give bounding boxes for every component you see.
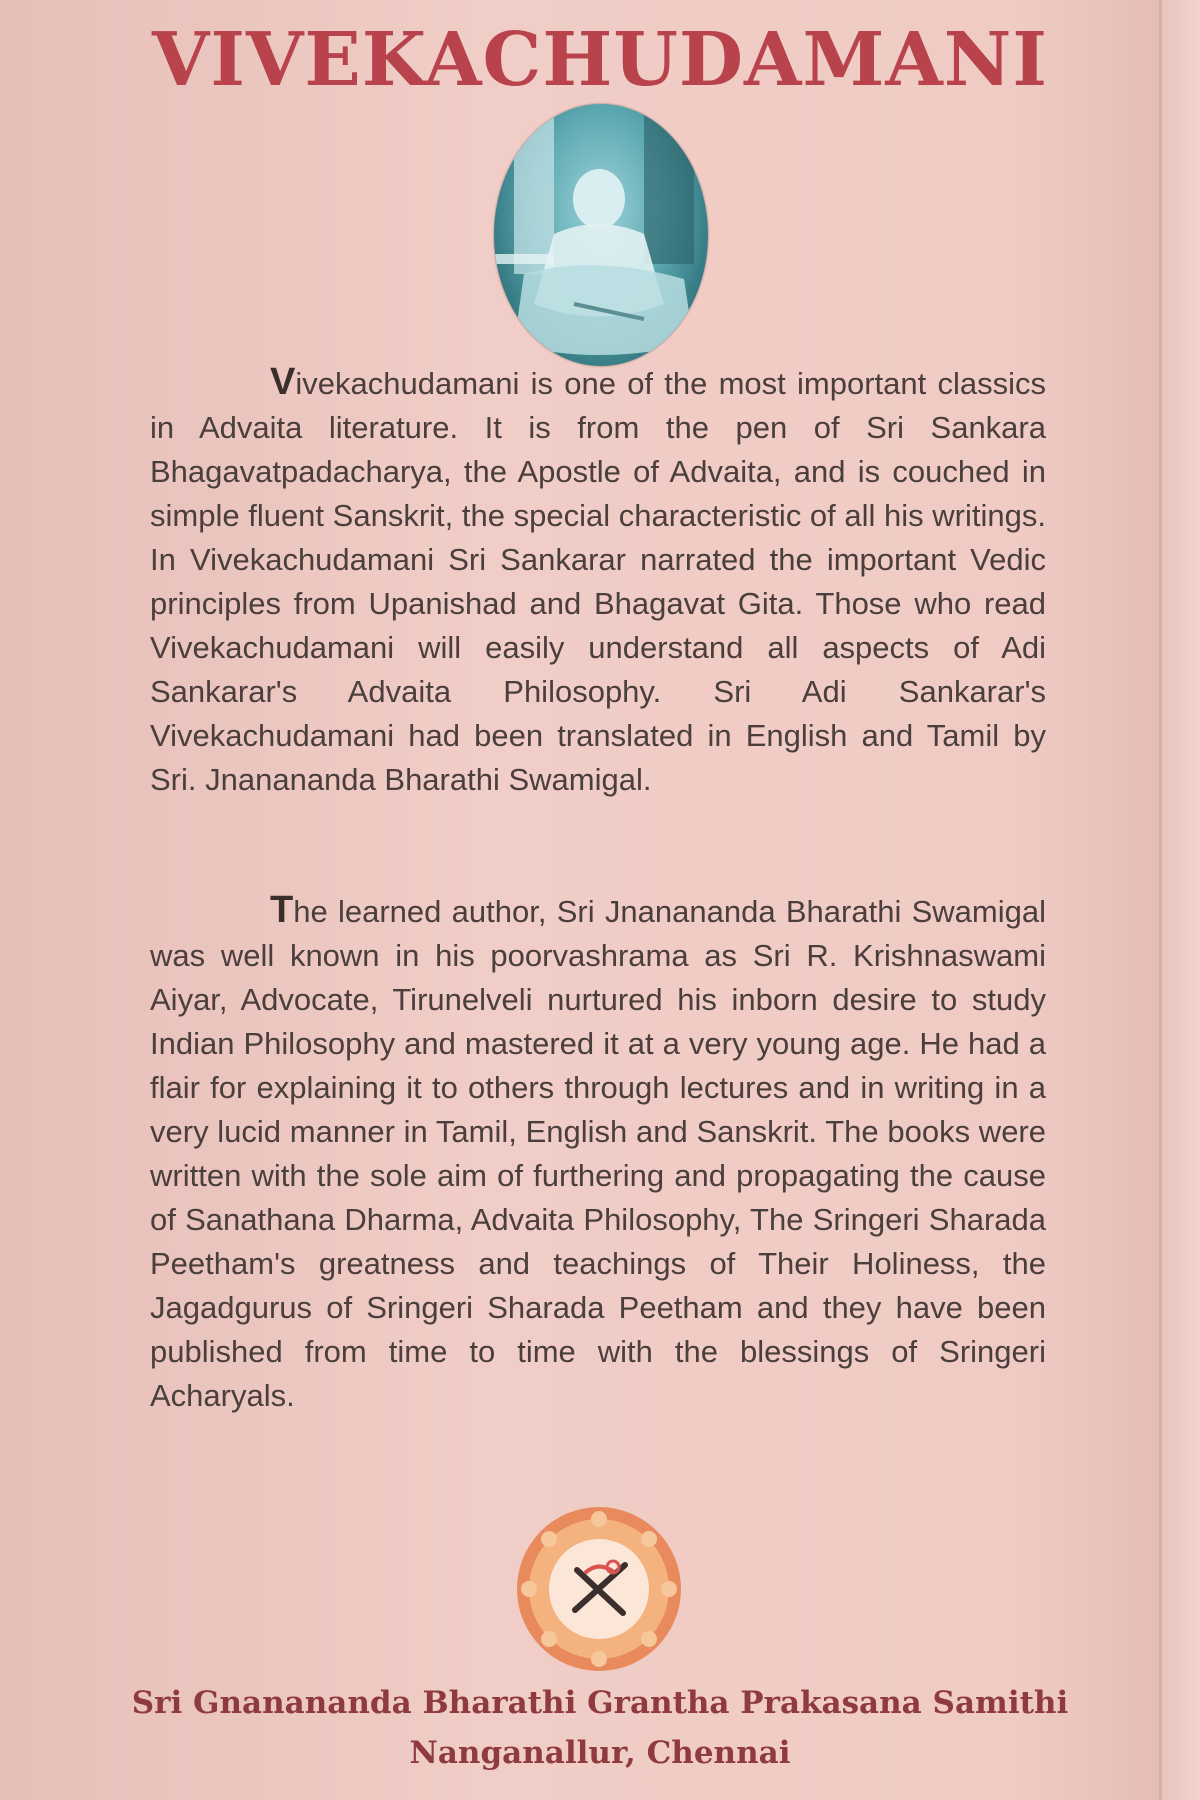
- publisher-place: Nanganallur, Chennai: [409, 1735, 791, 1771]
- book-title: VIVEKACHUDAMANI: [151, 17, 1049, 103]
- spine-edge: [1159, 0, 1162, 1800]
- spine-strip: [1162, 0, 1200, 1800]
- dropcap: T: [270, 889, 294, 931]
- dropcap: V: [270, 361, 296, 403]
- paragraph-text: he learned author, Sri Jnanananda Bharathi Swamigal was well known in his poorvashrama as Sri R. Krishnaswami Aiyar, Advocate, Tirunelveli nurtured his inborn desire to study Indian Philosophy and mastered it at a very young age. He had a flair for explaining it to others through lectures and in writing in a very lucid manner in Tamil, English and Sanskrit. The books were written with the sole aim of furthering and propagating the cause of Sanathana Dharma, Advaita Philosophy, The Sringeri Sharada Peetham's greatness and teachings of Their Holiness, the Jagadgurus of Sringeri Sharada Peetham and they have been published from time to time with the blessings of Sringeri Acharyals.: [150, 894, 1046, 1413]
- paragraph-author: [150, 888, 1046, 1418]
- publisher-name: Sri Gnanananda Bharathi Grantha Prakasana Samithi: [131, 1685, 1069, 1721]
- publisher-emblem-icon: [515, 1505, 683, 1673]
- paragraph-text: ivekachudamani is one of the most important classics in Advaita literature. It is from the pen of Sri Sankara Bhagavatpadacharya, the Apostle of Advaita, and is couched in simple fluent Sanskrit, the special characteristic of all his writings. In Vivekachudamani Sri Sankarar narrated the important Vedic principles from Upanishad and Bhagavat Gita. Those who read Vivekachudamani will easily understand all aspects of Adi Sankarar's Advaita Philosophy. Sri Adi Sankarar's Vivekachudamani had been translated in English and Tamil by Sri. Jnanananda Bharathi Swamigal.: [150, 366, 1046, 797]
- swami-portrait-icon: [494, 104, 708, 366]
- paragraph-intro: [150, 360, 1046, 802]
